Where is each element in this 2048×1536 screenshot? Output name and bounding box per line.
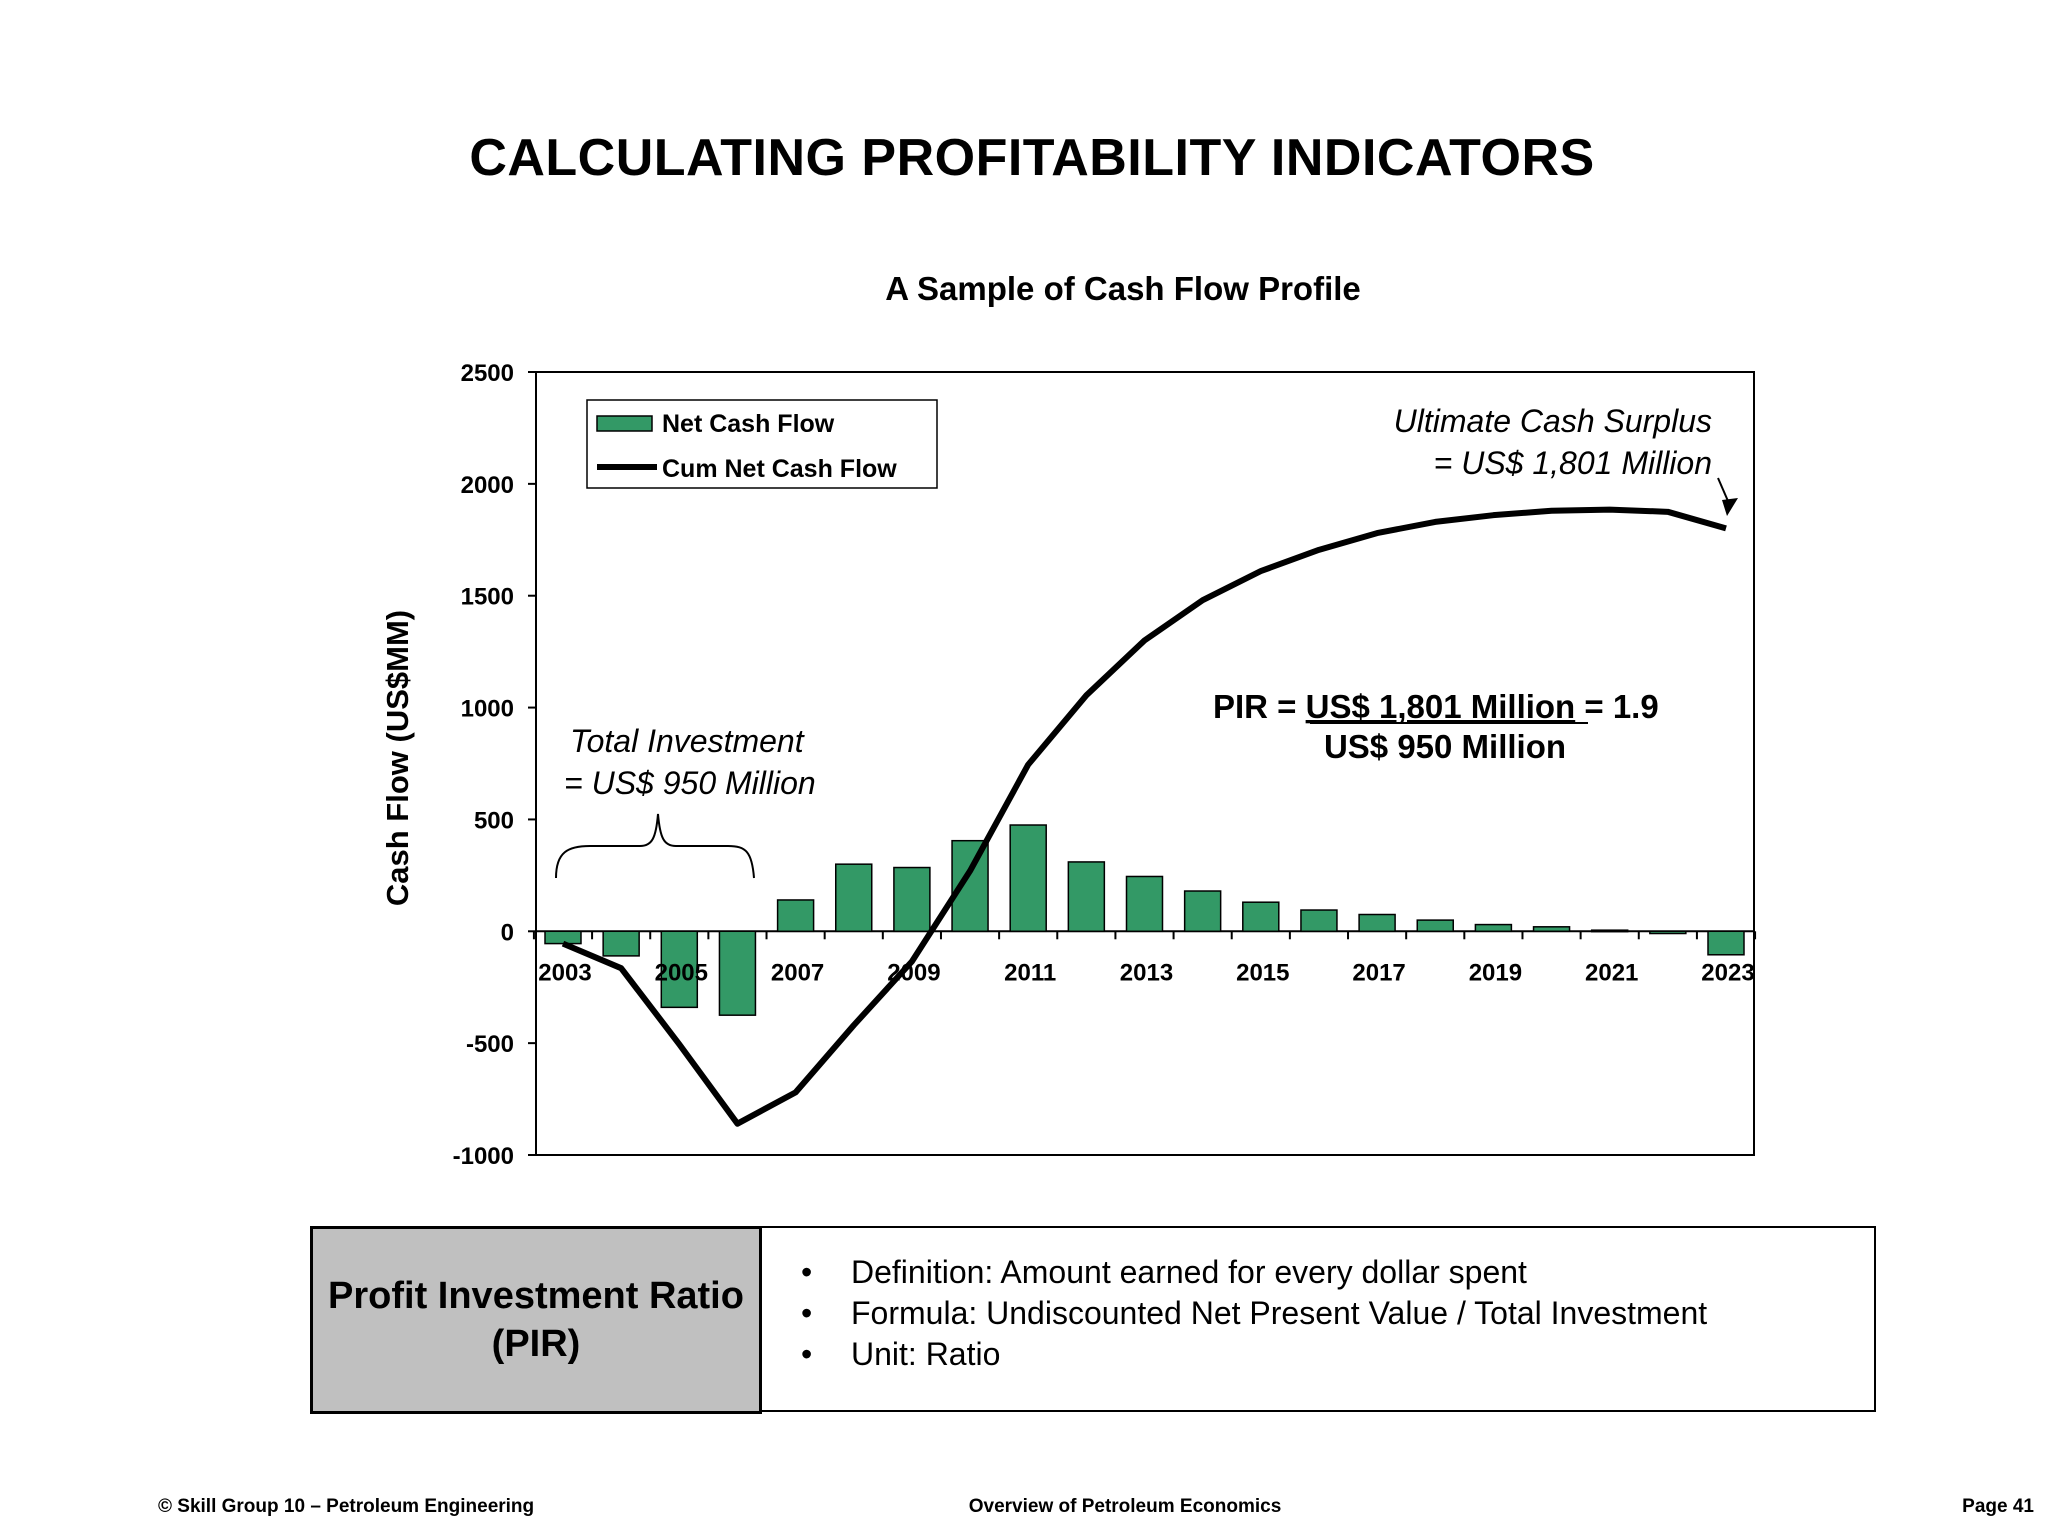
x-tick-label: 2013 (1119, 959, 1174, 987)
total-investment-annotation-line2: = US$ 950 Million (564, 765, 816, 801)
y-tick-label: -500 (465, 1031, 514, 1059)
y-tick-label: 1500 (460, 583, 514, 611)
plot-area-frame (536, 372, 1754, 1155)
pir-formula-line1 (1213, 688, 1659, 725)
pir-denominator: US$ 950 Million (1323, 728, 1567, 765)
net-cash-flow-bar (1068, 862, 1104, 931)
net-cash-flow-bar (1417, 920, 1453, 931)
x-tick-label: 2005 (654, 959, 708, 987)
pir-bullet-unit: • Unit: Ratio (795, 1334, 1707, 1375)
net-cash-flow-bar (545, 931, 581, 943)
net-cash-flow-bar (778, 900, 814, 931)
net-cash-flow-bar (836, 864, 872, 931)
pir-label-line1: Profit Investment Ratio (328, 1275, 744, 1317)
y-tick-label: -1000 (452, 1143, 514, 1170)
pir-numerator: US$ 1,801 Million (1305, 688, 1576, 725)
net-cash-flow-bar (1475, 925, 1511, 932)
cash-surplus-arrow-head (1722, 498, 1738, 516)
x-tick-label: 2003 (538, 959, 592, 987)
net-cash-flow-bar (1010, 825, 1046, 931)
chart-title: A Sample of Cash Flow Profile (885, 270, 1361, 307)
x-tick-label: 2015 (1236, 959, 1290, 987)
pir-label-cell (310, 1226, 762, 1414)
cash-surplus-annotation-line1: Ultimate Cash Surplus (1393, 403, 1712, 439)
x-tick-label: 2017 (1352, 959, 1406, 987)
y-axis-label: Cash Flow (US$MM) (380, 609, 415, 907)
y-tick-label: 2500 (460, 360, 514, 387)
pir-bullet-formula: • Formula: Undiscounted Net Present Value / Total Investment (795, 1293, 1707, 1334)
net-cash-flow-bar (1243, 902, 1279, 931)
chart-legend (587, 400, 937, 488)
x-tick-label: 2021 (1585, 959, 1639, 987)
cash-surplus-annotation-line2: = US$ 1,801 Million (1433, 445, 1712, 481)
y-tick-label: 500 (473, 807, 514, 835)
legend-label-net-cash-flow: Net Cash Flow (662, 410, 835, 438)
y-tick-label: 0 (500, 919, 514, 947)
x-tick-label: 2007 (770, 959, 825, 987)
net-cash-flow-bar (894, 868, 930, 932)
net-cash-flow-bar (1592, 930, 1628, 932)
total-investment-annotation-line1: Total Investment (570, 723, 804, 759)
legend-swatch-net-cash-flow (597, 416, 652, 431)
net-cash-flow-bar (1359, 915, 1395, 932)
pir-result: = 1.9 (1575, 688, 1659, 725)
pir-bullet-list (795, 1252, 1707, 1375)
cum-net-cash-flow-line (563, 510, 1726, 1124)
pir-bullet-definition: • Definition: Amount earned for every dollar spent (795, 1252, 1707, 1293)
slide-title: CALCULATING PROFITABILITY INDICATORS (469, 129, 1595, 187)
net-cash-flow-bar (1534, 927, 1570, 931)
x-tick-label: 2011 (1004, 959, 1057, 987)
footer-course-title: Overview of Petroleum Economics (968, 1496, 1282, 1517)
investment-brace (556, 814, 754, 878)
x-tick-label: 2023 (1701, 959, 1755, 987)
footer-page-number: Page 41 (1962, 1496, 2034, 1517)
net-cash-flow-bar (1650, 931, 1686, 933)
y-tick-label: 2000 (460, 471, 514, 499)
net-cash-flow-bar (1185, 891, 1221, 931)
net-cash-flow-bar (719, 931, 755, 1015)
footer-copyright: © Skill Group 10 – Petroleum Engineering (158, 1496, 535, 1517)
net-cash-flow-bar (603, 931, 639, 956)
net-cash-flow-bar (1127, 876, 1163, 931)
net-cash-flow-bar (1301, 910, 1337, 931)
pir-prefix: PIR = (1213, 688, 1306, 725)
x-tick-label: 2009 (887, 959, 941, 987)
x-tick-label: 2019 (1468, 959, 1523, 987)
legend-label-cum-net-cash-flow: Cum Net Cash Flow (662, 455, 897, 483)
y-tick-label: 1000 (460, 695, 514, 723)
net-cash-flow-bar (1708, 931, 1744, 954)
pir-label-line2: (PIR) (491, 1323, 581, 1365)
